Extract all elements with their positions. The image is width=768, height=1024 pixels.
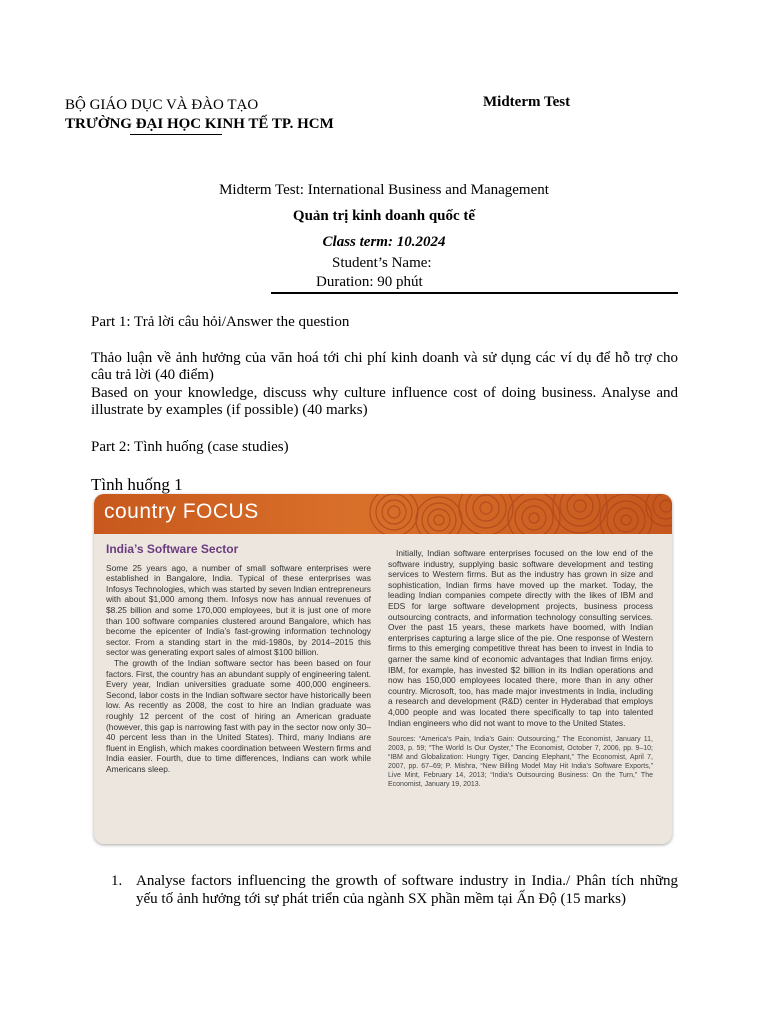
- student-name-label: Student’s Name:: [332, 255, 432, 271]
- focus-sources: Sources: “America’s Pain, India’s Gain: Outsourcing,” The Economist, January 11, 2003, p. 59; “The World Is Our Oyster,” The Economist, October 7, 2006, pp. 9–10; “IBM and Globalization: Hungry Tiger, Dancing Elephant,” The Economist, April 7, 2007, pp. 67–69; P. Mishra, “New Billing Model May Hit India’s Software Exports,” Live Mint, February 14, 2013; “India’s Outsourcing Business: On the Turn,” The Economist, January 19, 2013.: [388, 736, 653, 789]
- sector-title: India’s Software Sector: [106, 542, 239, 556]
- part1-heading: Part 1: Trả lời câu hỏi/Answer the question: [91, 314, 350, 330]
- part2-heading: Part 2: Tình huống (case studies): [91, 439, 289, 455]
- focus-paragraph: The growth of the Indian software sector has been based on four factors. First, the country has an abundant supply of engineering talent. Every year, Indian universities graduate some 400,000 engineers. Second, labor costs in the Indian software sector have historically been low. As recently as 2008, the cost to hire an Indian graduate was roughly 12 percent of the cost of hiring an American graduate (however, this gap is narrowing fast with pay in the sector now only 30–40 percent less than in the United States). Third, many Indians are fluent in English, which makes coordination between Western firms and India easier. Fourth, due to time differences, Indians can work while Americans sleep.: [106, 657, 371, 774]
- part1-question-vi: Thảo luận về ảnh hưởng của văn hoá tới chi phí kinh doanh và sử dụng các ví dụ để hỗ trợ cho câu trả lời (40 điểm): [91, 350, 678, 383]
- university-name: TRƯỜNG ĐẠI HỌC KINH TẾ TP. HCM: [65, 116, 334, 132]
- test-title: Midterm Test: International Business and Management: [219, 182, 549, 198]
- university-underline: [130, 134, 222, 135]
- course-title-vi: Quản trị kinh doanh quốc tế: [292, 208, 476, 224]
- question-text: Analyse factors influencing the growth of software industry in India./ Phân tích những yếu tố ảnh hưởng tới sự phát triển của ngành SX phần mềm tại Ấn Độ (15 marks): [136, 873, 678, 907]
- country-focus-box: [94, 494, 672, 844]
- focus-header-title: country FOCUS: [104, 500, 259, 523]
- case-title: Tình huống 1: [91, 475, 183, 494]
- ministry-name: BỘ GIÁO DỤC VÀ ĐÀO TẠO: [65, 97, 259, 113]
- focus-paragraph: Some 25 years ago, a number of small software enterprises were established in Bangalore, India. Typical of these enterprises was Infosys Technologies, which was started by seven Indian entrepreneurs with about $1,000 among them. Infosys now has annual revenues of $8.25 billion and some 170,000 employees, but it is just one of more than 100 software companies clustered around Bangalore, which has become the epicenter of India’s fast-growing information technology sector. From a standing start in the mid-1980s, by 2014–2015 this sector was generating export sales of almost $100 billion.: [106, 562, 371, 658]
- focus-left-column: [106, 542, 371, 774]
- focus-right-column: [388, 548, 653, 789]
- part1-question-en: Based on your knowledge, discuss why culture influence cost of doing business. Analyse and illustrate by examples (if possible) (40 marks): [91, 385, 678, 418]
- focus-paragraph: Initially, Indian software enterprises focused on the low end of the software industry, supplying basic software development and testing services to Western firms. But as the industry has grown in size and sophistication, Indian firms have moved up the market. Today, the leading Indian companies compete directly with the likes of IBM and EDS for large software development projects, business process outsourcing contracts, and information technology consulting services. Over the past 15 years, these markets have boomed, with Indian enterprises capturing a large slice of the pie. One response of Western firms to this emerging competitive threat has been to invest in India to garner the same kind of economic advantages that Indian firms enjoy. IBM, for example, has invested $2 billion in its Indian operations and now has 150,000 employees located there, more than in any other country. Microsoft, too, has made major investments in India, including a research and development (R&D) center in Hyderabad that employs 4,000 people and was located there specifically to tap into talented Indian engineers who did not want to move to the United States.: [388, 548, 653, 728]
- title-divider: [271, 292, 678, 294]
- class-term: Class term: 10.2024: [322, 234, 446, 250]
- duration-label: Duration: 90 phút: [316, 274, 423, 290]
- focus-header-banner: [94, 494, 672, 534]
- question-number: 1.: [111, 873, 123, 889]
- midterm-label: Midterm Test: [483, 94, 571, 110]
